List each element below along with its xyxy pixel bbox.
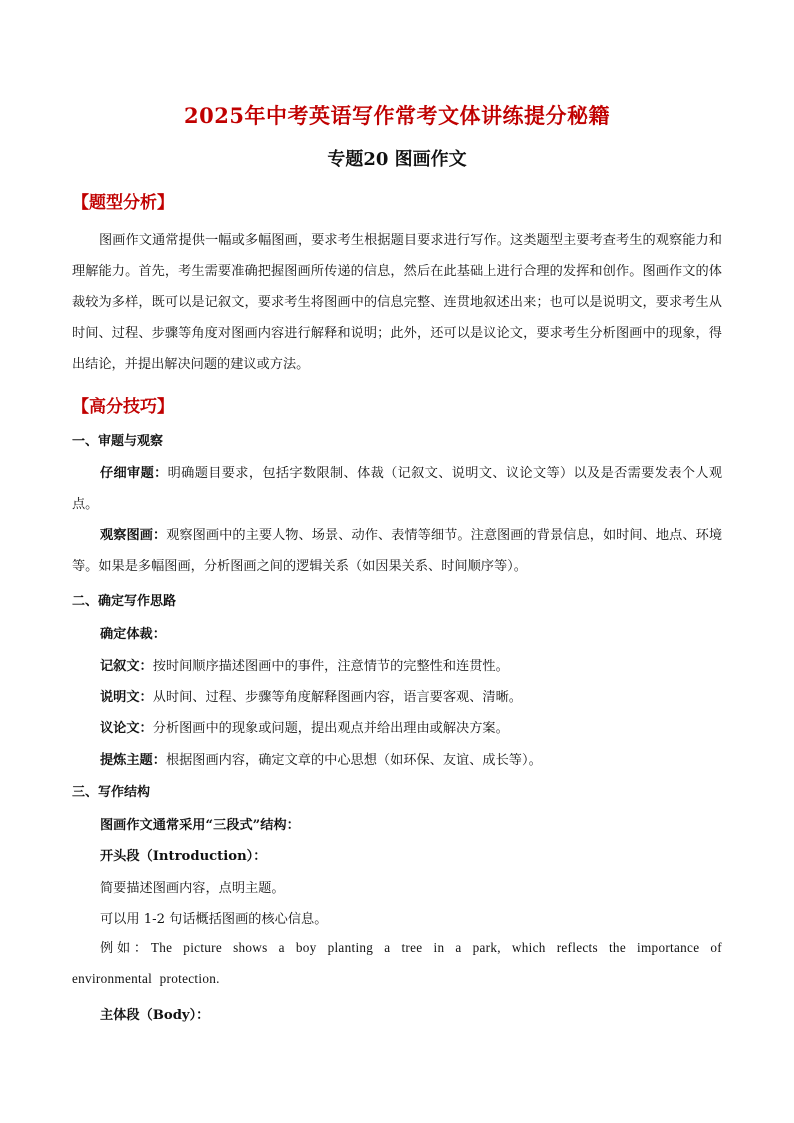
tip-label: 仔细审题： (100, 466, 168, 481)
section-heading-tips: 【高分技巧】 (72, 397, 174, 417)
genre-label: 确定体裁： (100, 627, 166, 642)
narrative-line (100, 655, 722, 674)
theme-text: 根据图画内容，确定文章的中心思想（如环保、友谊、成长等）。 (165, 753, 542, 768)
body-label: 主体段（Body）： (100, 1008, 210, 1023)
opening-line-1: 简要描述图画内容，点明主题。 (100, 881, 285, 896)
document-subtitle: 专题20 图画作文 (327, 149, 467, 170)
part2-title: 二、确定写作思路 (72, 594, 177, 609)
section-heading-analysis: 【题型分析】 (72, 193, 174, 213)
exposition-line (100, 686, 722, 705)
tip-text: 明确题目要求，包括字数限制、体裁（记叙文、说明文、议论文等）以及是否需要发表个人观点。 (72, 466, 723, 512)
part1-title: 一、审题与观察 (72, 434, 164, 449)
opening-line-2: 可以用 1-2 句话概括图画的核心信息。 (100, 912, 328, 927)
theme-line (100, 749, 722, 768)
document-title: 2025年中考英语写作常考文体讲练提分秘籍 (184, 103, 610, 128)
structure-intro-line (100, 814, 722, 833)
structure-intro: 图画作文通常采用“三段式”结构： (100, 818, 300, 833)
part3-title: 三、写作结构 (72, 785, 151, 800)
body-label-line (100, 1004, 722, 1023)
narrative-text: 按时间顺序描述图画中的事件，注意情节的完整性和连贯性。 (152, 659, 509, 674)
theme-label: 提炼主题： (100, 753, 166, 768)
analysis-paragraph: 图画作文通常提供一幅或多幅图画，要求考生根据题目要求进行写作。这类题型主要考查考生的观察能力和理解能力。首先，考生需要准确把握图画所传递的信息，然后在此基础上进行合理的发挥和创作。图画作文的体裁较为多样，既可以是记叙文，要求考生将图画中的信息完整、连贯地叙述出来；也可以是说明文，要求考生从时间、过程、步骤等角度对图画内容进行解释和说明；此外，还可以是议论文，要求考生分析图画中的现象，得出结论，并提出解决问题的建议或方法。 (72, 233, 722, 372)
narrative-label: 记叙文： (100, 659, 153, 674)
tip-label: 观察图画： (100, 528, 167, 543)
argument-label: 议论文： (100, 721, 153, 736)
argument-text: 分析图画中的现象或问题，提出观点并给出理由或解决方案。 (152, 721, 509, 736)
opening-label-line (100, 845, 722, 864)
argument-line (100, 717, 722, 736)
exposition-label: 说明文： (100, 690, 153, 705)
exposition-text: 从时间、过程、步骤等角度解释图画内容，语言要客观、清晰。 (152, 690, 522, 705)
opening-label: 开头段（Introduction）： (100, 849, 267, 864)
tip-text: 观察图画中的主要人物、场景、动作、表情等细节。注意图画的背景信息，如时间、地点、环境等。如果是多幅图画，分析图画之间的逻辑关系（如因果关系、时间顺序等）。 (72, 528, 723, 574)
example-sentence: 例如：The picture shows a boy planting a tree in a park, which reflects the importance of environmental protection. (72, 940, 722, 986)
tip-observe-picture (72, 520, 722, 582)
genre-label-line (100, 623, 722, 642)
tip-careful-reading (72, 458, 722, 520)
